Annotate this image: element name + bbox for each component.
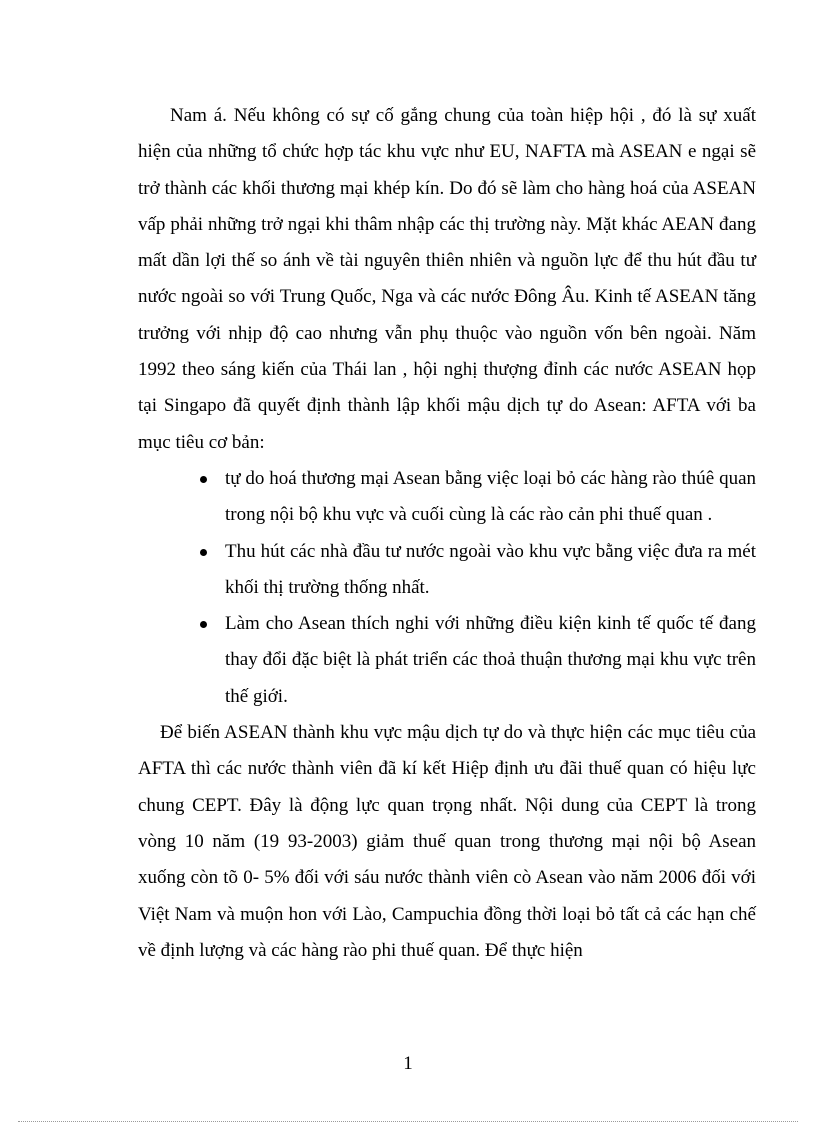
list-item-text: Thu hút các nhà đầu tư nước ngoài vào khu vực bằng việc đưa ra mét khối thị trường thống nhất. xyxy=(225,540,756,598)
page-bottom-divider xyxy=(18,1121,798,1122)
body-text xyxy=(138,98,756,969)
bullet-icon xyxy=(200,549,207,556)
bullet-icon xyxy=(200,621,207,628)
list-item xyxy=(225,606,756,715)
paragraph-1: Nam á. Nếu không có sự cố gắng chung của toàn hiệp hội , đó là sự xuất hiện của những tổ chức hợp tác khu vực như EU, NAFTA mà ASEAN e ngại sẽ trở thành các khối thương mại khép kín. Do đó sẽ làm cho hàng hoá của ASEAN vấp phải những trở ngại khi thâm nhập các thị trường này. Mặt khác AEAN đang mất dần lợi thế so ánh về tài nguyên thiên nhiên và nguồn lực để thu hút đầu tư nước ngoài so với Trung Quốc, Nga và các nước Đông Âu. Kinh tế ASEAN tăng trưởng với nhịp độ cao nhưng vẫn phụ thuộc vào nguồn vốn bên ngoài. Năm 1992 theo sáng kiến của Thái lan , hội nghị thượng đỉnh các nước ASEAN họp tại Singapo đã quyết định thành lập khối mậu dịch tự do Asean: AFTA với ba mục tiêu cơ bản: xyxy=(138,105,756,453)
objectives-list xyxy=(138,461,756,715)
page-number: 1 xyxy=(403,1053,413,1074)
paragraph-2: Để biến ASEAN thành khu vực mậu dịch tự do và thực hiện các mục tiêu của AFTA thì các nước thành viên đã kí kết Hiệp định ưu đãi thuế quan có hiệu lực chung CEPT. Đây là động lực quan trọng nhất. Nội dung của CEPT là trong vòng 10 năm (19 93-2003) giảm thuế quan trong thương mại nội bộ Asean xuống còn tõ 0- 5% đối với sáu nước thành viên cò Asean vào năm 2006 đối với Việt Nam và muộn hon với Lào, Campuchia đồng thời loại bỏ tất cả các hạn chế về định lượng và các hàng rào phi thuế quan. Để thực hiện xyxy=(138,722,756,961)
list-item-text: Làm cho Asean thích nghi với những điều kiện kinh tế quốc tế đang thay đổi đặc biệt là phát triển các thoả thuận thương mại khu vực trên thế giới. xyxy=(225,613,756,707)
bullet-icon xyxy=(200,476,207,483)
list-item xyxy=(225,534,756,607)
list-item-text: tự do hoá thương mại Asean bằng việc loại bỏ các hàng rào thúê quan trong nội bộ khu vực và cuối cùng là các rào cản phi thuế quan . xyxy=(225,467,756,526)
list-item xyxy=(225,461,756,534)
